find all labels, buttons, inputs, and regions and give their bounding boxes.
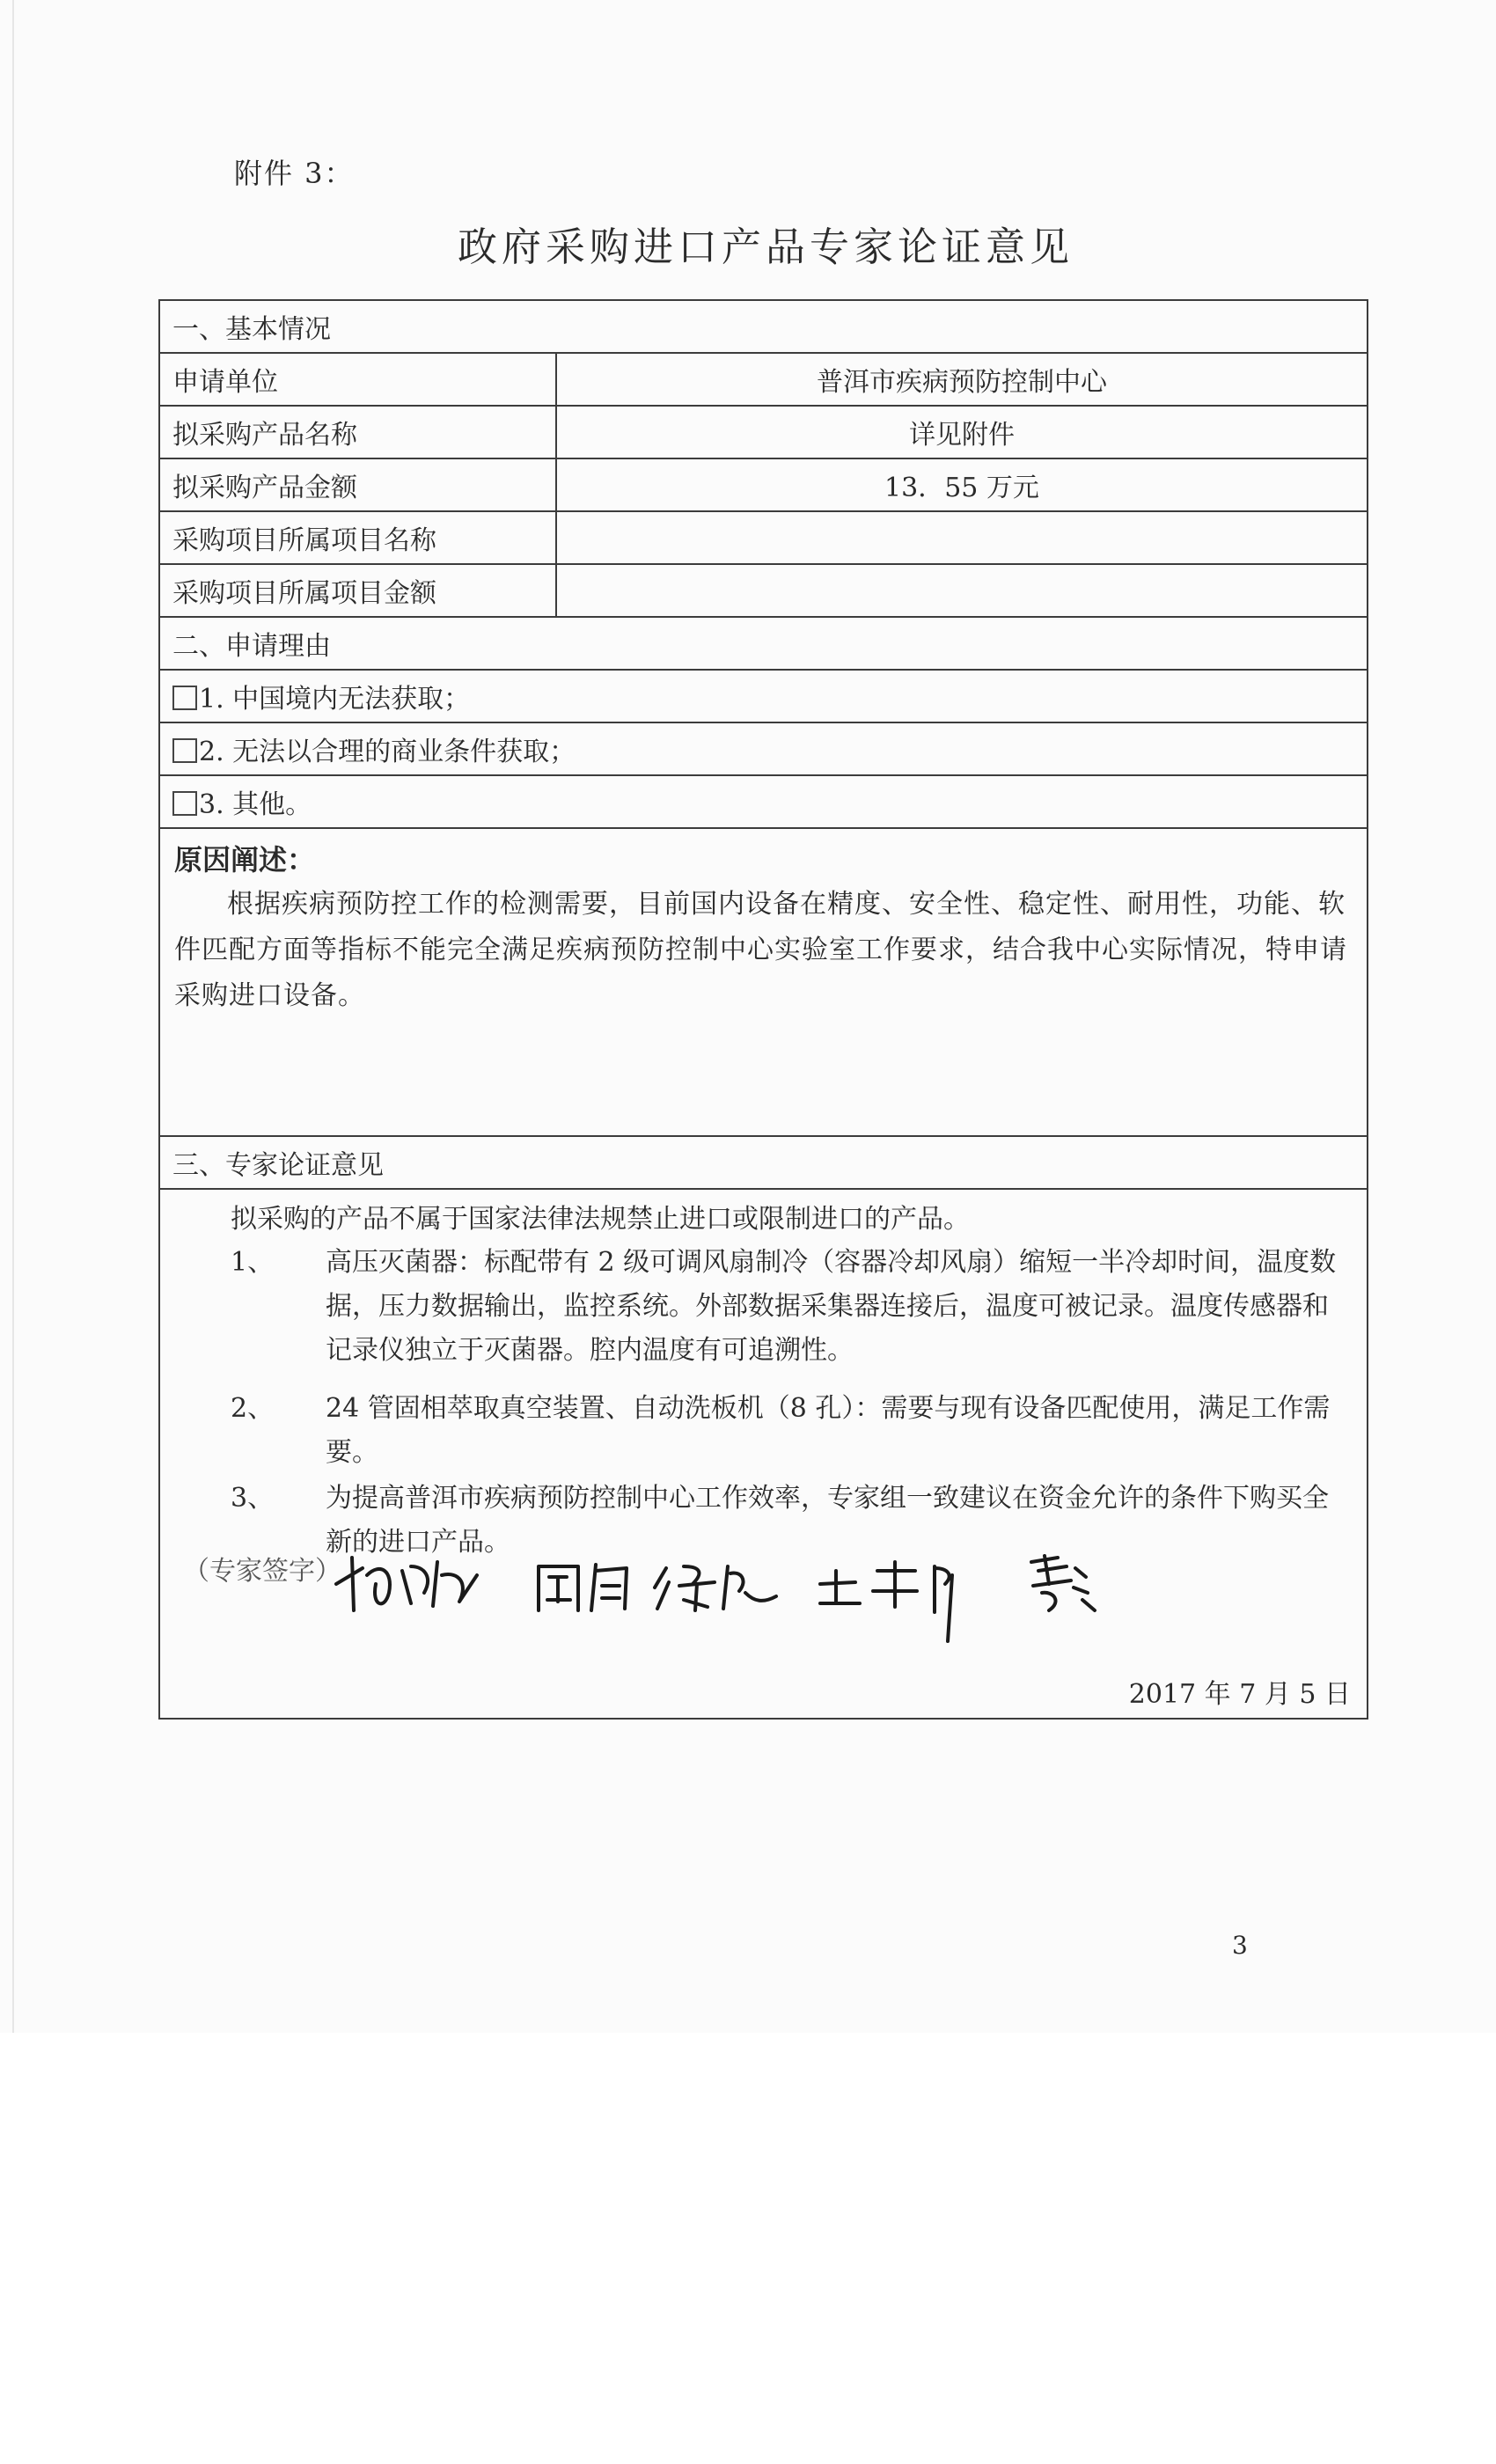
opinion-item-number: 3、	[231, 1483, 275, 1514]
reason-option-1	[159, 670, 1368, 722]
field-label-product-name: 拟采购产品名称	[159, 406, 556, 458]
field-label-applicant: 申请单位	[159, 353, 556, 406]
opinion-item-number: 2、	[231, 1393, 275, 1424]
reason-heading: 原因阐述：	[174, 843, 316, 876]
checkbox-unchecked-icon	[172, 791, 197, 816]
reason-body: 根据疾病预防控工作的检测需要，目前国内设备在精度、安全性、稳定性、耐用性，功能、软件匹配方面等指标不能完全满足疾病预防控制中心实验室工作要求，结合我中心实际情况，特申请采购进口设备。	[174, 889, 1347, 1011]
reason-option-3	[159, 775, 1368, 828]
section2-heading: 二、申请理由	[159, 617, 1368, 670]
expert-signatures-image	[327, 1522, 1234, 1646]
form-table	[158, 299, 1368, 1720]
expert-opinion-cell	[159, 1189, 1368, 1719]
field-label-project-name: 采购项目所属项目名称	[159, 511, 556, 564]
section3-heading: 三、专家论证意见	[159, 1136, 1368, 1189]
opinion-item-text: 24 管固相萃取真空装置、自动洗板机（8 孔）：需要与现有设备匹配使用，满足工作需要。	[326, 1393, 1331, 1468]
reason-option-label: 3. 其他。	[199, 789, 312, 820]
signature-label: （专家签字）	[183, 1556, 341, 1587]
field-label-project-amount: 采购项目所属项目金额	[159, 564, 556, 617]
reason-option-label: 1. 中国境内无法获取；	[199, 684, 471, 715]
field-value-applicant: 普洱市疾病预防控制中心	[556, 353, 1368, 406]
opinion-item-text: 为提高普洱市疾病预防控制中心工作效率，专家组一致建议在资金允许的条件下购买全新的进口产品。	[326, 1483, 1329, 1558]
reason-option-2	[159, 722, 1368, 775]
signing-date: 2017 年 7 月 5 日	[1128, 1679, 1351, 1710]
field-value-project-name	[556, 511, 1368, 564]
reason-option-label: 2. 无法以合理的商业条件获取；	[199, 737, 576, 767]
reason-statement-cell	[159, 828, 1368, 1136]
section1-heading: 一、基本情况	[159, 300, 1368, 353]
field-value-project-amount	[556, 564, 1368, 617]
document-title: 政府采购进口产品专家论证意见	[457, 224, 1074, 270]
field-label-product-amount: 拟采购产品金额	[159, 458, 556, 511]
page-number: 3	[1232, 1931, 1248, 1960]
field-value-product-amount: 13．55 万元	[556, 458, 1368, 511]
opinion-intro: 拟采购的产品不属于国家法律法规禁止进口或限制进口的产品。	[231, 1204, 970, 1235]
checkbox-unchecked-icon	[172, 738, 197, 763]
opinion-item-number: 1、	[231, 1247, 275, 1278]
field-value-product-name: 详见附件	[556, 406, 1368, 458]
opinion-item-text: 高压灭菌器：标配带有 2 级可调风扇制冷（容器冷却风扇）缩短一半冷却时间，温度数据，压力数据输出，监控系统。外部数据采集器连接后，温度可被记录。温度传感器和记录仪独立于灭菌器。腔内温度有可追溯性。	[326, 1247, 1337, 1366]
attachment-label: 附件 3：	[234, 157, 355, 190]
page-edge-line	[12, 0, 14, 2033]
checkbox-unchecked-icon	[172, 686, 197, 710]
